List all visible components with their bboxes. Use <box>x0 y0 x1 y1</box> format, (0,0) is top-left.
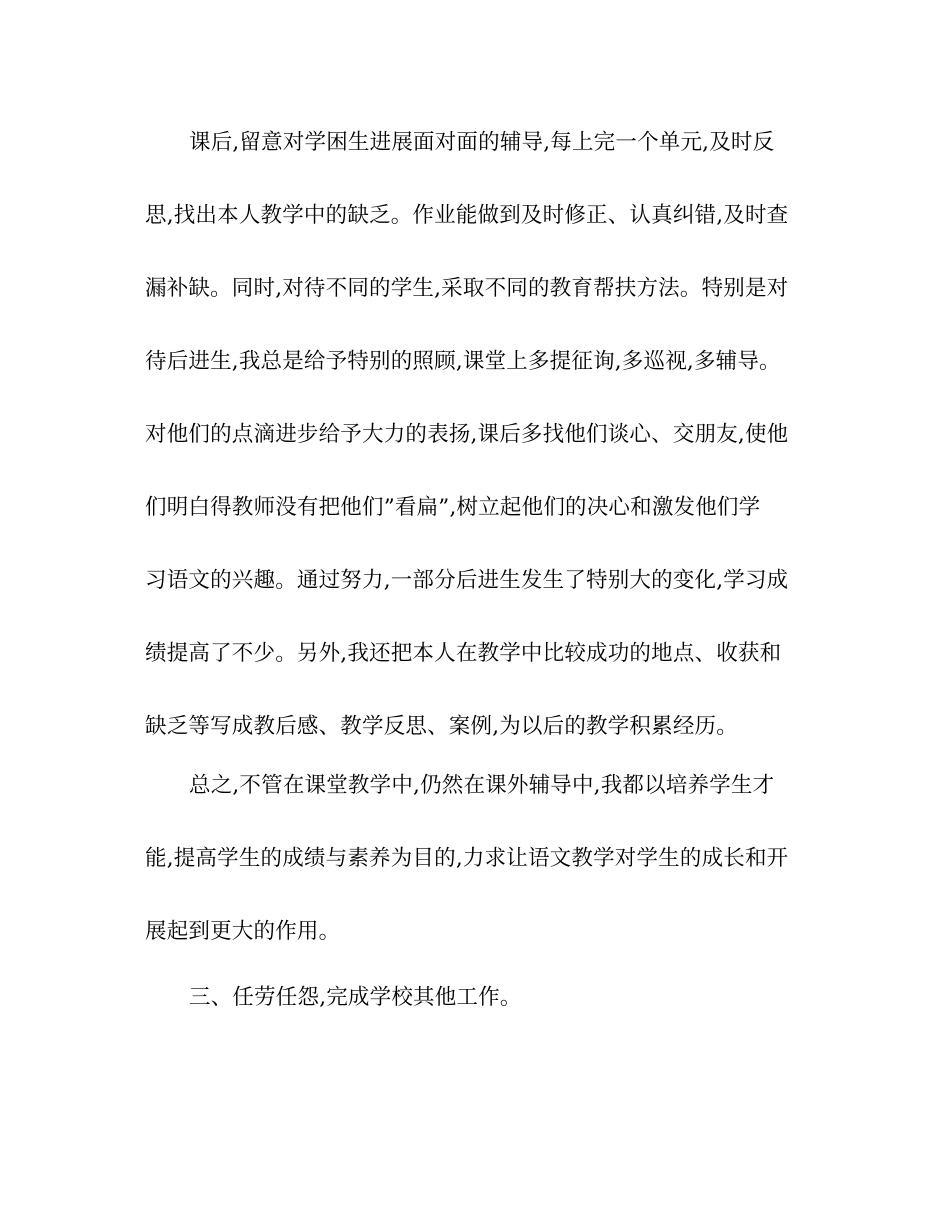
paragraph-1-line-2: 思,找出本人教学中的缺乏。作业能做到及时修正、认真纠错,及时查 <box>145 203 789 228</box>
paragraph-1-line-4: 待后进生,我总是给予特别的照顾,课堂上多提征询,多巡视,多辅导。 <box>145 349 781 374</box>
paragraph-2-line-1: 总之,不管在课堂教学中,仍然在课外辅导中,我都以培养学生才 <box>189 773 775 798</box>
paragraph-1-line-7: 习语文的兴趣。通过努力,一部分后进生发生了特别大的变化,学习成 <box>145 568 789 593</box>
paragraph-2-line-2: 能,提高学生的成绩与素养为目的,力求让语文教学对学生的成长和开 <box>145 846 789 871</box>
paragraph-1-line-5: 对他们的点滴进步给予大力的表扬,课后多找他们谈心、交朋友,使他 <box>145 422 789 447</box>
paragraph-2-line-3: 展起到更大的作用。 <box>145 919 341 944</box>
paragraph-1-line-8: 绩提高了不少。另外,我还把本人在教学中比较成功的地点、收获和 <box>145 641 782 666</box>
paragraph-1-line-3: 漏补缺。同时,对待不同的学生,采取不同的教育帮扶方法。特别是对 <box>145 276 789 301</box>
section-heading-3: 三、任劳任怨,完成学校其他工作。 <box>189 985 522 1010</box>
paragraph-1-line-9: 缺乏等写成教后感、教学反思、案例,为以后的教学积累经历。 <box>145 714 738 739</box>
paragraph-1-line-6: 们明白得教师没有把他们”看扁”,树立起他们的决心和激发他们学 <box>145 495 761 520</box>
paragraph-1-line-1: 课后,留意对学困生进展面对面的辅导,每上完一个单元,及时反 <box>189 130 775 155</box>
